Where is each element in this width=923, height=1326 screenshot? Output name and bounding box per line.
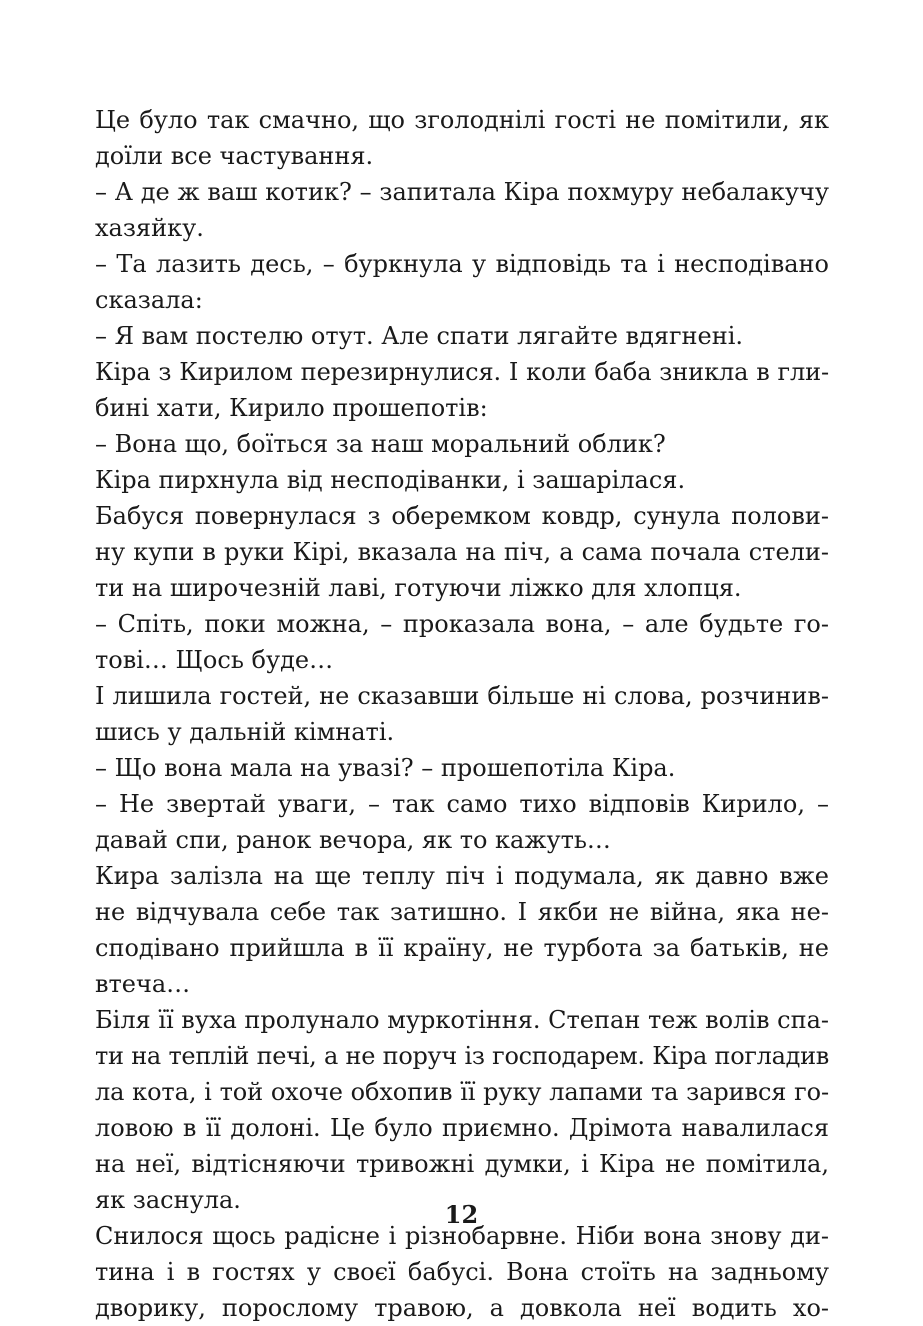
text-line: ловою в її долоні. Це було приємно. Дрімота навалилася bbox=[95, 1114, 829, 1142]
text-line: ну купи в руки Кірі, вказала на піч, а сама почала стели- bbox=[95, 538, 829, 566]
text-line: шись у дальній кімнаті. bbox=[95, 718, 395, 746]
text-line: сказала: bbox=[95, 286, 203, 314]
text-line: Кіра пирхнула від несподіванки, і зашарілася. bbox=[95, 466, 686, 494]
text-line: ти на теплій печі, а не поруч із господарем. Кіра погладив bbox=[95, 1042, 829, 1070]
text-line: Це було так смачно, що зголоднілі гості не помітили, як bbox=[95, 106, 829, 134]
text-line: втеча… bbox=[95, 970, 191, 998]
text-line: ти на широчезній лаві, готуючи ліжко для хлопця. bbox=[95, 574, 742, 602]
text-line: бині хати, Кирило прошепотів: bbox=[95, 394, 488, 422]
text-line: – А де ж ваш котик? – запитала Кіра похмуру небалакучу bbox=[95, 178, 829, 206]
text-line: дворику, порослому травою, а довкола неї водить хо- bbox=[95, 1294, 829, 1322]
text-line: І лишила гостей, не сказавши більше ні слова, розчинив- bbox=[95, 682, 829, 710]
text-line: доїли все частування. bbox=[95, 142, 374, 170]
text-line: хазяйку. bbox=[95, 214, 204, 242]
text-line: Снилося щось радісне і різнобарвне. Ніби вона знову ди- bbox=[95, 1222, 829, 1250]
text-line: – Спіть, поки можна, – проказала вона, – але будьте го- bbox=[95, 610, 829, 638]
body-text bbox=[95, 102, 829, 1326]
text-line: сподівано прийшла в її країну, не турбота за батьків, не bbox=[95, 934, 829, 962]
text-line: Кіра з Кирилом перезирнулися. І коли баба зникла в гли- bbox=[95, 358, 829, 386]
text-line: – Не звертай уваги, – так само тихо відповів Кирило, – bbox=[95, 790, 829, 818]
text-line: не відчувала себе так затишно. І якби не війна, яка не- bbox=[95, 898, 829, 926]
text-line: Біля її вуха пролунало муркотіння. Степан теж волів спа- bbox=[95, 1006, 830, 1034]
text-line: Бабуся повернулася з оберемком ковдр, сунула полови- bbox=[95, 502, 829, 530]
page-number: 12 bbox=[444, 1200, 479, 1229]
text-line: давай спи, ранок вечора, як то кажуть… bbox=[95, 826, 611, 854]
text-line: – Вона що, боїться за наш моральний облик? bbox=[95, 430, 666, 458]
text-line: – Я вам постелю отут. Але спати лягайте вдягнені. bbox=[95, 322, 744, 350]
text-line: як заснула. bbox=[95, 1186, 241, 1214]
text-line: тина і в гостях у своєї бабусі. Вона стоїть на задньому bbox=[95, 1258, 829, 1286]
text-line: Кира залізла на ще теплу піч і подумала, як давно вже bbox=[95, 862, 829, 890]
text-line: ла кота, і той охоче обхопив її руку лапами та зарився го- bbox=[95, 1078, 829, 1106]
text-line: на неї, відтісняючи тривожні думки, і Кіра не помітила, bbox=[95, 1150, 829, 1178]
text-line: – Та лазить десь, – буркнула у відповідь та і несподівано bbox=[95, 250, 829, 278]
text-line: тові… Щось буде… bbox=[95, 646, 334, 674]
text-line: – Що вона мала на увазі? – прошепотіла Кіра. bbox=[95, 754, 676, 782]
